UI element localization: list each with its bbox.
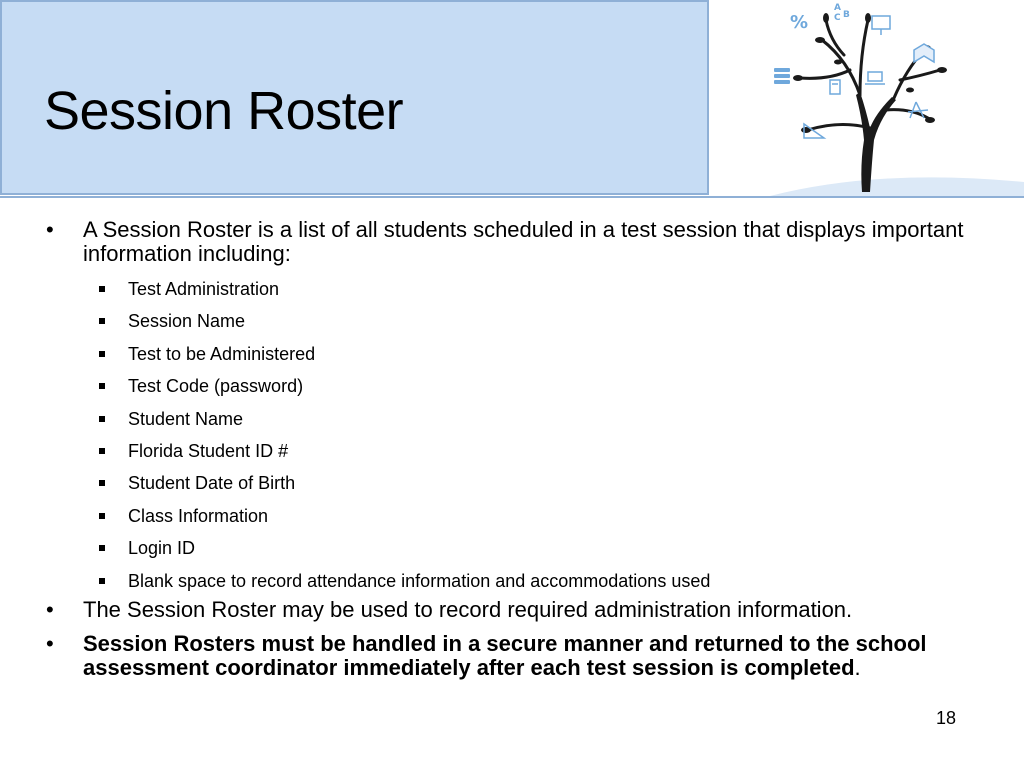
bullet-secure [46,631,983,680]
sub-bullet-text: Student Date of Birth [128,473,296,493]
sub-bullet-text: Test to be Administered [128,344,316,364]
letter-a-icon: A [834,3,841,13]
bullet-record-text: The Session Roster may be used to record required administration information. [83,597,853,622]
letter-c-icon: C [834,13,841,23]
sub-bullet-item [128,570,710,592]
page-number: 18 [936,708,957,728]
bullet-secure-bold-text: Session Rosters must be handled in a secure manner and returned to the school assessment coordinator immediately after each test session is completed [83,631,927,680]
bullet-record [46,597,983,622]
sub-bullet-item [128,440,288,462]
square-bullet-icon [99,318,105,324]
sub-bullet-item [128,310,245,332]
square-bullet-icon [99,513,105,519]
sub-bullet-text: Florida Student ID # [128,441,289,461]
square-bullet-icon [99,578,105,584]
sub-bullet-text: Login ID [128,538,196,558]
slide-title: Session Roster [44,81,404,141]
bullet-dot: • [46,597,54,622]
letter-b-icon: B [843,10,850,20]
bullet-dot: • [46,217,54,242]
square-bullet-icon [99,480,105,486]
square-bullet-icon [99,383,105,389]
sub-bullet-text: Test Code (password) [128,376,304,396]
bullet-intro-text: A Session Roster is a list of all students scheduled in a test session that displays important information including: [83,217,964,266]
square-bullet-icon [99,286,105,292]
bullet-dot: • [46,631,54,656]
sub-bullet-item [128,343,315,365]
sub-bullet-text: Test Administration [128,279,280,299]
sub-bullet-text: Blank space to record attendance information and accommodations used [128,571,711,591]
sub-bullet-item [128,375,303,397]
sub-bullet-item [128,537,195,559]
square-bullet-icon [99,448,105,454]
square-bullet-icon [99,351,105,357]
sub-bullet-item [128,408,243,430]
sub-bullet-item [128,505,268,527]
percent-icon: % [790,12,809,33]
sub-bullet-item [128,278,279,300]
square-bullet-icon [99,416,105,422]
bullet-intro [46,217,983,266]
sub-bullet-text: Class Information [128,506,269,526]
sub-bullet-text: Session Name [128,311,246,331]
bullet-secure-period: . [854,655,861,680]
sub-bullet-item [128,472,295,494]
sub-bullet-text: Student Name [128,409,244,429]
square-bullet-icon [99,545,105,551]
